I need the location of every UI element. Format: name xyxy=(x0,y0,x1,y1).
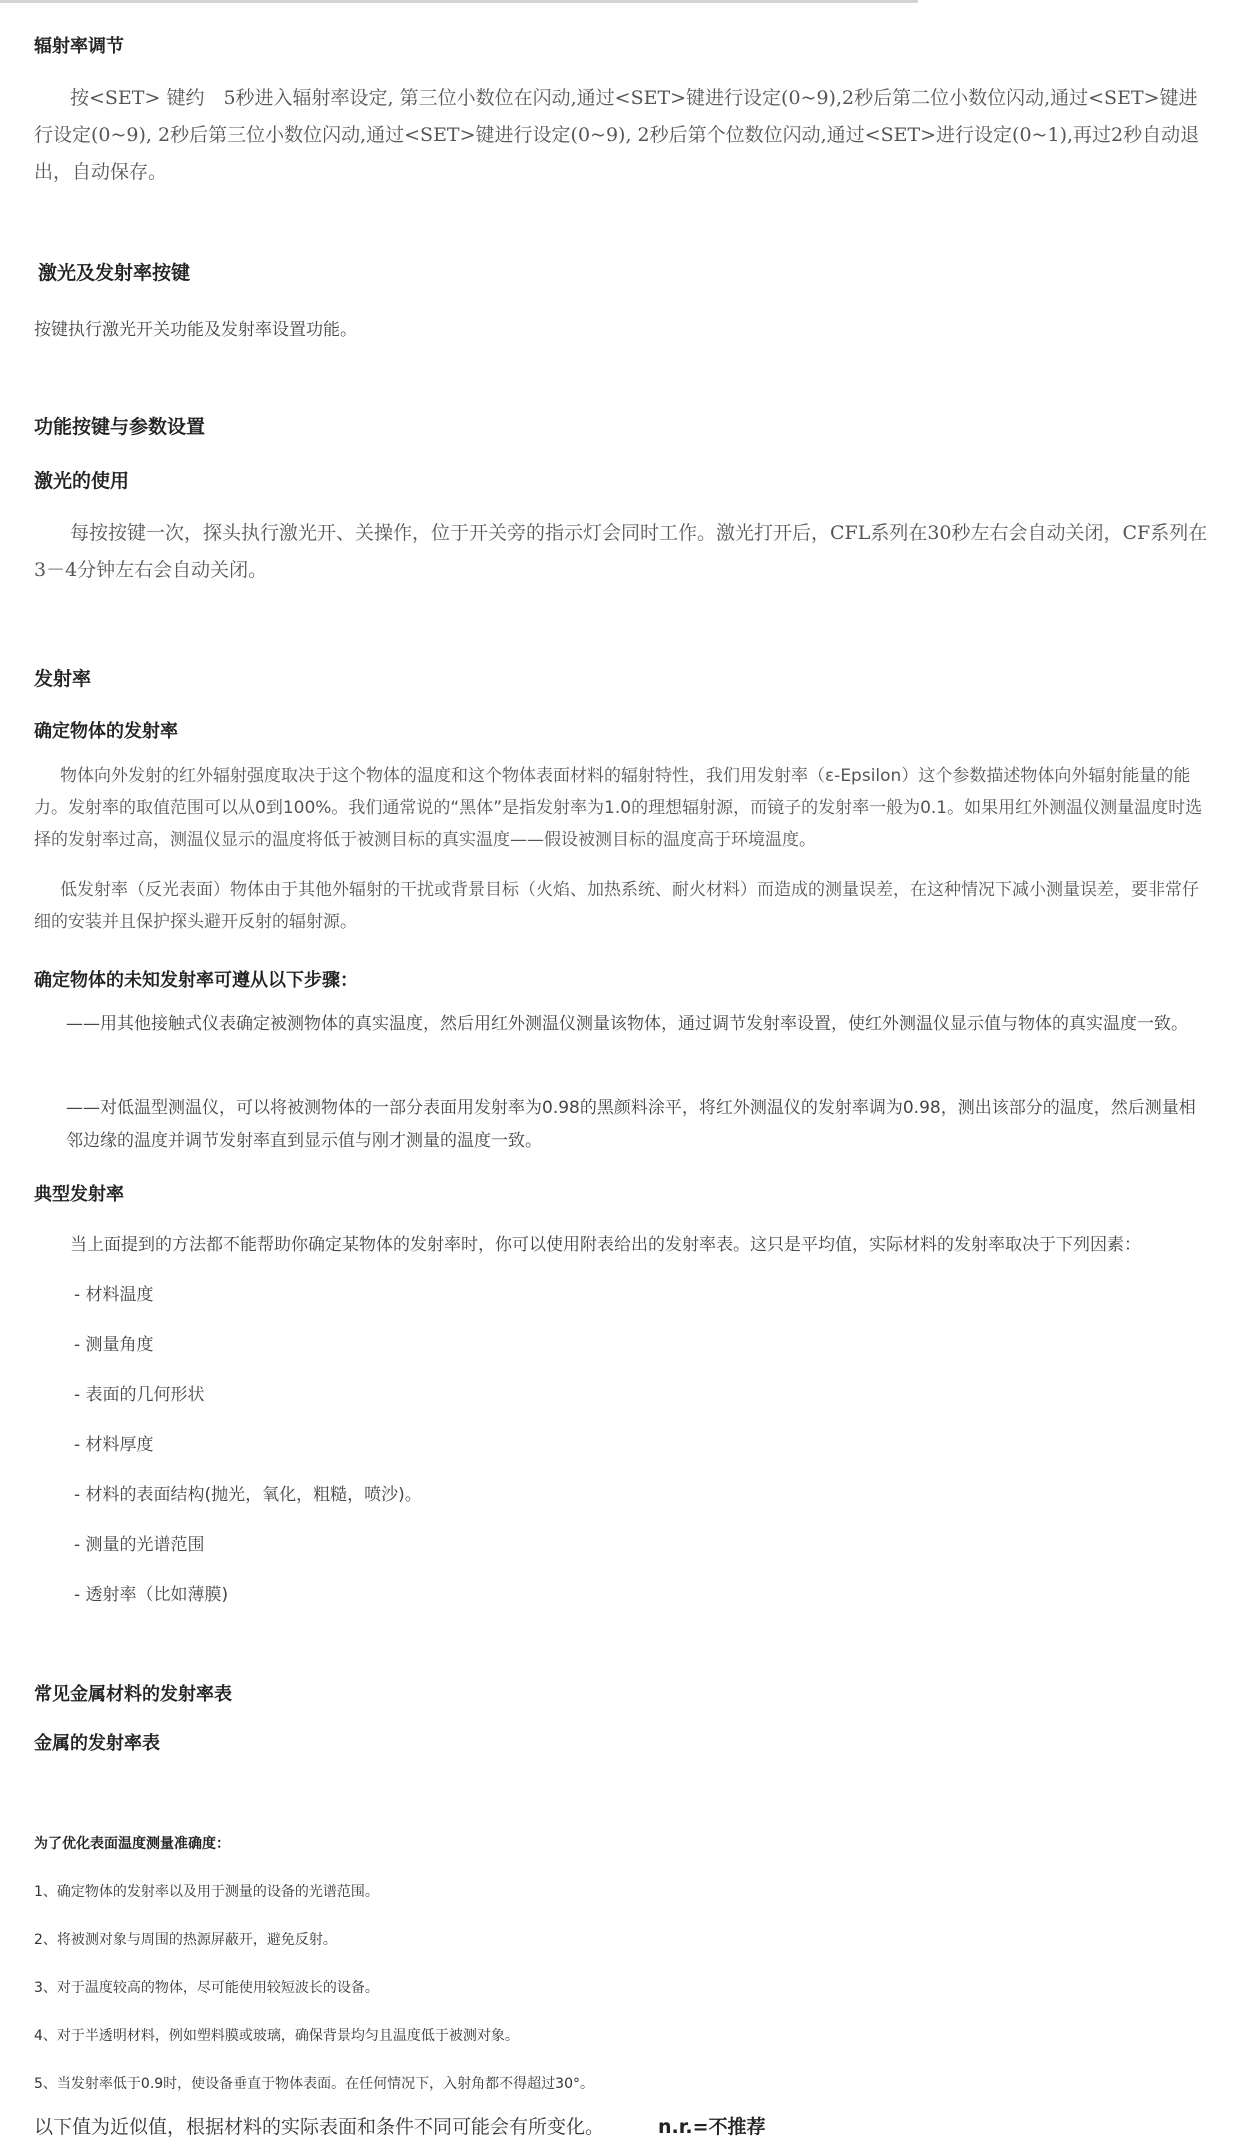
heading-laser-use: 激光的使用 xyxy=(34,470,130,492)
heading-emissivity: 发射率 xyxy=(34,668,92,690)
factor-item: - 材料厚度 xyxy=(74,1435,154,1455)
step-black-paint-method: ——对低温型测温仪，可以将被测物体的一部分表面用发射率为0.98的黑颜料涂平，将红外测温仪的发射率调为0.98，测出该部分的温度，然后测量相邻边缘的温度并调节发射率直到显示值与刚才测量的温度一致。 xyxy=(66,1098,1196,1151)
heading-emissivity-adjust: 辐射率调节 xyxy=(34,36,124,57)
heading-unknown-emissivity-steps: 确定物体的未知发射率可遵从以下步骤： xyxy=(34,970,358,991)
heading-metal-emissivity: 金属的发射率表 xyxy=(34,1733,160,1754)
factor-item: - 材料的表面结构(抛光，氧化，粗糙，喷沙)。 xyxy=(74,1485,422,1505)
heading-typical-emissivity: 典型发射率 xyxy=(34,1184,124,1205)
paragraph-laser-key: 按键执行激光开关功能及发射率设置功能。 xyxy=(34,320,357,340)
paragraph-typical-emissivity: 当上面提到的方法都不能帮助你确定某物体的发射率时，你可以使用附表给出的发射率表。这只是平均值，实际材料的发射率取决于下列因素： xyxy=(70,1235,1141,1255)
paragraph-emissivity-adjust: 按<SET> 键约 5秒进入辐射率设定, 第三位小数位在闪动,通过<SET>键进行设定(0~9),2秒后第二位小数位闪动,通过<SET>键进行设定(0~9), 2秒后第三位小数位闪动,通过<SET>键进行设定(0~9), 2秒后第个位数位闪动,通过<SET>进行设定(0~1),再过2秒自动退出，自动保存。 xyxy=(34,87,1200,183)
paragraph-emissivity-intro: 物体向外发射的红外辐射强度取决于这个物体的温度和这个物体表面材料的辐射特性，我们用发射率（ε-Epsilon）这个参数描述物体向外辐射能量的能力。发射率的取值范围可以从0到100%。我们通常说的“黑体”是指发射率为1.0的理想辐射源，而镜子的发射率一般为0.1。如果用红外测温仪测量温度时选择的发射率过高，测温仪显示的温度将低于被测目标的真实温度——假设被测目标的温度高于环境温度。 xyxy=(34,766,1203,850)
tip-item: 4、对于半透明材料，例如塑料膜或玻璃，确保背景均匀且温度低于被测对象。 xyxy=(34,2028,519,2044)
heading-function-keys: 功能按键与参数设置 xyxy=(34,416,206,438)
tip-item: 1、确定物体的发射率以及用于测量的设备的光谱范围。 xyxy=(34,1884,379,1900)
heading-metal-emissivity-table: 常见金属材料的发射率表 xyxy=(34,1684,232,1705)
factor-item: - 透射率（比如薄膜) xyxy=(74,1585,229,1605)
heading-laser-key: 激光及发射率按键 xyxy=(38,262,191,284)
tip-item: 3、对于温度较高的物体，尽可能使用较短波长的设备。 xyxy=(34,1980,379,1996)
factor-item: - 测量角度 xyxy=(74,1335,154,1355)
factor-item: - 测量的光谱范围 xyxy=(74,1535,205,1555)
heading-accuracy-tips: 为了优化表面温度测量准确度： xyxy=(34,1836,230,1852)
not-recommended-legend: n.r.=不推荐 xyxy=(658,2116,766,2138)
heading-determine-emissivity: 确定物体的发射率 xyxy=(34,721,178,742)
factor-item: - 表面的几何形状 xyxy=(74,1385,205,1405)
tip-item: 5、当发射率低于0.9时，使设备垂直于物体表面。在任何情况下，入射角都不得超过30°。 xyxy=(34,2076,594,2092)
tip-item: 2、将被测对象与周围的热源屏蔽开，避免反射。 xyxy=(34,1932,337,1948)
paragraph-laser-use: 每按按键一次，探头执行激光开、关操作，位于开关旁的指示灯会同时工作。激光打开后，CFL系列在30秒左右会自动关闭，CF系列在3－4分钟左右会自动关闭。 xyxy=(34,522,1208,581)
approximate-values-text: 以下值为近似值，根据材料的实际表面和条件不同可能会有所变化。 xyxy=(34,2116,605,2138)
factor-item: - 材料温度 xyxy=(74,1285,154,1305)
top-divider xyxy=(0,0,918,3)
step-contact-method: ——用其他接触式仪表确定被测物体的真实温度，然后用红外测温仪测量该物体，通过调节发射率设置，使红外测温仪显示值与物体的真实温度一致。 xyxy=(66,1014,1188,1034)
paragraph-low-emissivity: 低发射率（反光表面）物体由于其他外辐射的干扰或背景目标（火焰、加热系统、耐火材料）而造成的测量误差，在这种情况下减小测量误差，要非常仔细的安装并且保护探头避开反射的辐射源。 xyxy=(34,880,1199,932)
approximate-values-note xyxy=(34,2112,766,2139)
